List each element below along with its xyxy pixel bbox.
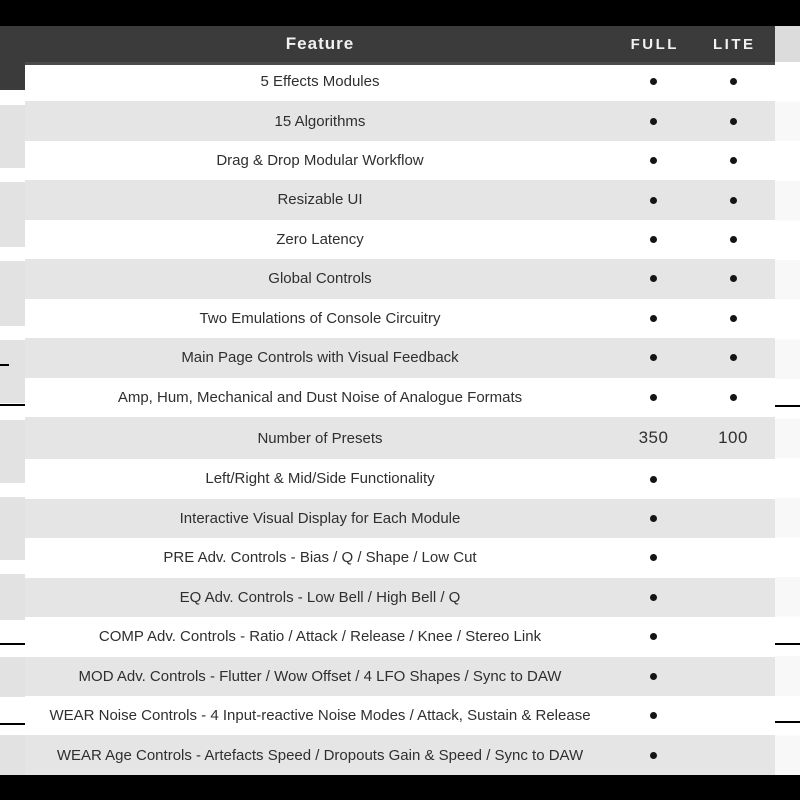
full-cell <box>616 394 691 401</box>
table-row <box>0 259 775 298</box>
feature-cell: WEAR Age Controls - Artefacts Speed / Dropouts Gain & Speed / Sync to DAW <box>56 746 584 764</box>
edge-band <box>0 574 25 620</box>
included-dot-icon <box>730 354 737 361</box>
full-cell <box>616 476 691 483</box>
table-row <box>0 499 775 538</box>
table-row <box>0 101 775 140</box>
included-dot-icon <box>650 78 657 85</box>
feature-cell: Drag & Drop Modular Workflow <box>216 152 424 169</box>
table-row <box>0 338 775 377</box>
edge-band <box>0 340 25 403</box>
included-dot-icon <box>650 118 657 125</box>
edge-band <box>0 735 25 775</box>
full-cell <box>616 515 691 522</box>
included-dot-icon <box>730 78 737 85</box>
table-row <box>0 378 775 417</box>
feature-cell: EQ Adv. Controls - Low Bell / High Bell / Q <box>179 588 461 606</box>
included-dot-icon <box>650 515 657 522</box>
feature-cell: Two Emulations of Console Circuitry <box>199 309 441 327</box>
full-cell <box>616 633 691 640</box>
full-column-header: FULL <box>630 35 679 53</box>
feature-cell: Main Page Controls with Visual Feedback <box>181 349 459 367</box>
lite-cell <box>691 394 775 401</box>
feature-cell: COMP Adv. Controls - Ratio / Attack / Release / Knee / Stereo Link <box>98 628 542 646</box>
included-dot-icon <box>650 476 657 483</box>
included-dot-icon <box>650 752 657 759</box>
table-row <box>0 417 775 459</box>
left-edge-strip <box>0 26 25 775</box>
edge-divider-line <box>775 405 800 407</box>
full-cell <box>616 315 691 322</box>
edge-band <box>775 26 800 62</box>
feature-cell: MOD Adv. Controls - Flutter / Wow Offset / 4 LFO Shapes / Sync to DAW <box>78 667 562 685</box>
feature-column-header: Feature <box>285 34 355 53</box>
right-edge-strip <box>775 26 800 775</box>
full-cell <box>616 118 691 125</box>
included-dot-icon <box>650 594 657 601</box>
included-dot-icon <box>650 157 657 164</box>
included-dot-icon <box>650 354 657 361</box>
included-dot-icon <box>730 157 737 164</box>
full-cell: 350 <box>638 428 669 448</box>
feature-cell: Zero Latency <box>276 230 364 248</box>
included-dot-icon <box>730 394 737 401</box>
feature-cell: 15 Algorithms <box>274 112 366 130</box>
included-dot-icon <box>650 633 657 640</box>
full-cell <box>616 673 691 680</box>
included-dot-icon <box>650 554 657 561</box>
top-black-bar <box>0 0 800 26</box>
full-cell <box>616 157 691 164</box>
edge-band <box>0 182 25 247</box>
lite-cell <box>691 197 775 204</box>
feature-cell: Left/Right & Mid/Side Functionality <box>205 470 435 488</box>
full-cell <box>616 78 691 85</box>
lite-cell <box>691 78 775 85</box>
table-row <box>0 578 775 617</box>
feature-cell: Number of Presets <box>257 429 383 447</box>
lite-cell <box>691 354 775 361</box>
edge-divider-line <box>775 643 800 645</box>
edge-band <box>0 26 25 90</box>
feature-cell: Global Controls <box>268 270 372 288</box>
lite-cell <box>691 157 775 164</box>
edge-band <box>0 261 25 326</box>
table-row <box>0 696 775 735</box>
full-cell <box>616 712 691 719</box>
full-cell <box>616 752 691 759</box>
lite-cell <box>691 315 775 322</box>
edge-divider-line <box>0 364 9 366</box>
edge-divider-line <box>0 723 25 725</box>
feature-cell: WEAR Noise Controls - 4 Input-reactive Noise Modes / Attack, Sustain & Release <box>49 707 591 725</box>
full-cell <box>616 554 691 561</box>
lite-cell <box>691 118 775 125</box>
lite-column-header: LITE <box>713 35 756 53</box>
table-row <box>0 617 775 656</box>
bottom-black-bar <box>0 775 800 800</box>
feature-cell: 5 Effects Modules <box>260 73 380 91</box>
full-cell <box>616 275 691 282</box>
table-row <box>0 299 775 338</box>
table-row <box>0 220 775 259</box>
full-cell <box>616 236 691 243</box>
lite-cell: 100 <box>718 428 748 448</box>
feature-cell: Amp, Hum, Mechanical and Dust Noise of Analogue Formats <box>117 388 523 406</box>
full-cell <box>616 197 691 204</box>
included-dot-icon <box>730 275 737 282</box>
lite-cell <box>691 275 775 282</box>
edge-divider-line <box>0 643 25 645</box>
full-cell <box>616 354 691 361</box>
edge-divider-line <box>0 404 25 406</box>
included-dot-icon <box>650 315 657 322</box>
table-row <box>0 735 775 774</box>
feature-cell: Interactive Visual Display for Each Module <box>179 509 461 527</box>
feature-cell: PRE Adv. Controls - Bias / Q / Shape / Low Cut <box>163 549 477 567</box>
table-row <box>0 62 775 101</box>
table-header-row <box>0 26 775 62</box>
edge-band <box>775 62 800 775</box>
included-dot-icon <box>650 673 657 680</box>
full-cell <box>616 594 691 601</box>
included-dot-icon <box>650 275 657 282</box>
included-dot-icon <box>650 712 657 719</box>
included-dot-icon <box>730 236 737 243</box>
edge-band <box>0 497 25 560</box>
included-dot-icon <box>650 236 657 243</box>
included-dot-icon <box>650 197 657 204</box>
table-body <box>0 62 775 775</box>
included-dot-icon <box>730 118 737 125</box>
table-row <box>0 141 775 180</box>
included-dot-icon <box>730 315 737 322</box>
included-dot-icon <box>730 197 737 204</box>
table-row <box>0 459 775 498</box>
edge-divider-line <box>775 721 800 723</box>
header-divider-line <box>0 62 800 65</box>
table-row <box>0 180 775 219</box>
edge-band <box>0 105 25 168</box>
lite-cell <box>691 236 775 243</box>
feature-comparison-table <box>0 26 775 775</box>
edge-band <box>0 657 25 697</box>
table-row <box>0 538 775 577</box>
included-dot-icon <box>650 394 657 401</box>
feature-cell: Resizable UI <box>277 191 363 209</box>
table-row <box>0 657 775 696</box>
edge-band <box>0 420 25 483</box>
